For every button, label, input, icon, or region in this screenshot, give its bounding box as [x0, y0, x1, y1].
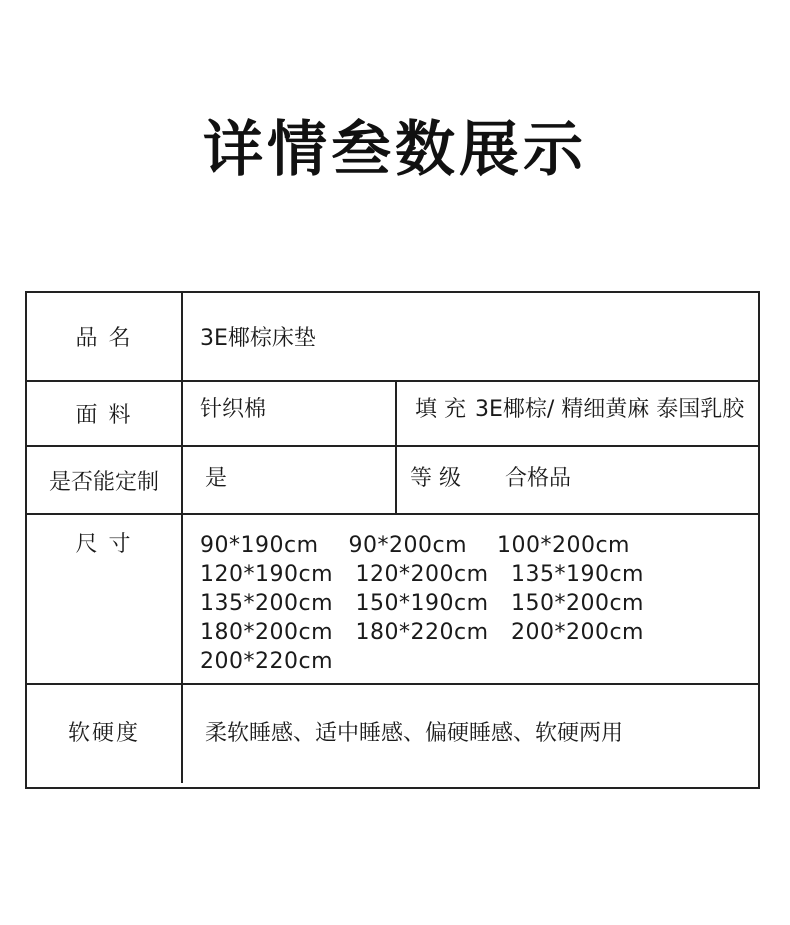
- size-line: 200*220cm: [200, 649, 334, 674]
- size-label: 尺 寸: [27, 515, 183, 683]
- product-name-label: 品 名: [27, 293, 183, 380]
- size-list: [200, 531, 644, 676]
- grade-value: 合格品: [505, 465, 572, 491]
- fabric-divider: [395, 382, 397, 445]
- size-line: 90*190cm 90*200cm 100*200cm: [200, 533, 630, 558]
- custom-divider: [395, 447, 397, 513]
- hardness-label: 软硬度: [27, 679, 183, 783]
- size-line: 180*200cm 180*220cm 200*200cm: [200, 620, 644, 645]
- row-customizable: [27, 447, 758, 515]
- filling-value: 3E椰棕/ 精细黄麻 泰国乳胶: [475, 397, 745, 422]
- size-line: 120*190cm 120*200cm 135*190cm: [200, 562, 644, 587]
- row-hardness: [27, 685, 758, 789]
- customizable-label: 是否能定制: [27, 447, 183, 513]
- row-product-name: [27, 293, 758, 382]
- product-name-value: 3E椰棕床垫: [200, 326, 316, 351]
- filling-label: 填 充: [415, 397, 466, 422]
- hardness-value: 柔软睡感、适中睡感、偏硬睡感、软硬两用: [205, 720, 624, 746]
- row-fabric: [27, 382, 758, 447]
- page-title: 详情叁数展示: [203, 115, 587, 185]
- fabric-value: 针织棉: [200, 397, 267, 422]
- row-size: [27, 515, 758, 685]
- fabric-label: 面 料: [27, 382, 183, 445]
- customizable-value: 是: [205, 465, 228, 491]
- size-line: 135*200cm 150*190cm 150*200cm: [200, 591, 644, 616]
- grade-label: 等 级: [410, 465, 461, 491]
- spec-table: [25, 291, 760, 789]
